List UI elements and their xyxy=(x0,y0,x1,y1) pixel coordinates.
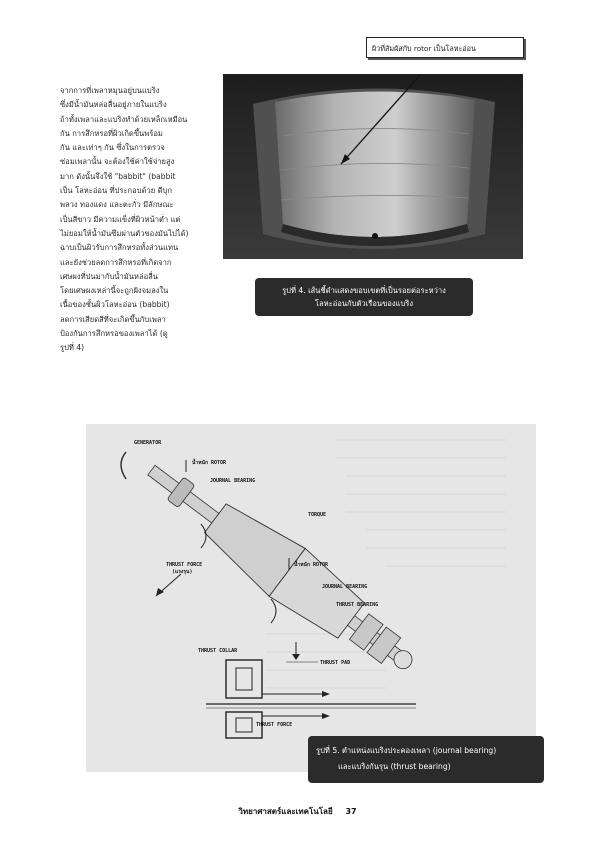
figure5-caption xyxy=(308,736,544,783)
figure4-callout: ผิวที่สัมผัสกับ rotor เป็นโลหะอ่อน xyxy=(366,37,524,58)
label-generator: GENERATOR xyxy=(134,440,162,446)
figure5-caption-line2: และแบริงกันรุน (thrust bearing) xyxy=(338,762,451,771)
body-line: กัน และเท่าๆ กัน ซึ่งในการตรวจ xyxy=(60,143,165,153)
body-line: เป็นสีขาว มีความแข็งที่ผิวหน้าต่ำ แต่ xyxy=(60,214,181,224)
label-thrust-bearing: THRUST BEARING xyxy=(336,602,379,608)
body-line: ซึ่งมีน้ำมันหล่อลื่นอยู่ภายในแบริง xyxy=(60,100,167,110)
shaft-bearing-diagram xyxy=(86,424,536,772)
page-number: 37 xyxy=(345,807,357,816)
body-line: และยังช่วยลดการสึกหรอที่เกิดจาก xyxy=(60,257,172,267)
label-thrust-force-thai: (แรงรุน) xyxy=(172,569,193,575)
body-line: กัน การสึกหรอที่ผิวเกิดขึ้นพร้อม xyxy=(60,128,163,138)
bearing-photo xyxy=(223,74,523,259)
label-weight-rotor-bottom: น้ำหนัก ROTOR xyxy=(294,562,329,568)
label-torque: TORQUE xyxy=(308,512,327,518)
body-line: จากการที่เพลาหมุนอยู่บนแบริง xyxy=(60,86,160,95)
figure4-caption-line2: โลหะอ่อนกับตัวเรือนของแบริง xyxy=(314,299,414,308)
body-text-column xyxy=(60,84,210,356)
figure4-caption-line1: รูปที่ 4. เส้นชี้ดำแสดงขอบเขตที่เป็นรอยต่อระหว่าง xyxy=(282,286,446,295)
page-footer xyxy=(0,805,595,818)
label-thrust-collar: THRUST COLLAR xyxy=(198,648,238,654)
body-line: มาก ดังนั้นจึงใช้ "babbit" (babbit xyxy=(60,171,176,181)
body-line: เศษผงที่ปนมากับน้ำมันหล่อลื่น xyxy=(60,271,158,281)
body-line: ไม่ยอมให้น้ำมันซึมผ่านตัวของมันไปได้) xyxy=(60,228,189,238)
body-line: ป้องกันการสึกหรอของเพลาได้ (ดู xyxy=(60,329,168,339)
figure4-caption xyxy=(255,278,473,316)
figure5-caption-line1: รูปที่ 5. ตำแหน่งแบริงประคองเพลา (journal bearing) xyxy=(316,746,497,755)
label-journal-bearing-top: JOURNAL BEARING xyxy=(210,478,256,484)
body-line: พลวง ทองแดง และตะกั่ว มีลักษณะ xyxy=(60,200,174,210)
label-weight-rotor-top: น้ำหนัก ROTOR xyxy=(192,460,227,466)
body-line: ซ่อมเพลานั้น จะต้องใช้ค่าใช้จ่ายสูง xyxy=(60,157,175,167)
label-journal-bearing-bottom: JOURNAL BEARING xyxy=(322,584,368,590)
label-thrust-force: THRUST FORCE xyxy=(166,562,203,568)
body-line: ฉาบเป็นผิวรับการสึกหรอทั้งส่วนแทน xyxy=(60,243,179,253)
body-line: ถ้าทั้งเพลาและแบริงทำด้วยเหล็กเหมือน xyxy=(60,114,188,124)
journal-title: วิทยาศาสตร์และเทคโนโลยี xyxy=(238,807,333,816)
label-thrust-pad: THRUST PAD xyxy=(320,660,351,666)
body-line: รูปที่ 4) xyxy=(60,343,85,353)
body-line: เป็น โลหะอ่อน ที่ประกอบด้วย ดีบุก xyxy=(60,186,172,196)
body-line: โดยเศษผงเหล่านี้จะถูกฝังจมลงใน xyxy=(60,286,169,296)
body-line: เนื้อของชั้นผิวโลหะอ่อน (babbit) xyxy=(60,300,170,310)
label-thrust-force-bottom: THRUST FORCE xyxy=(256,722,293,728)
body-line: ลดการเสียดสีที่จะเกิดขึ้นกับเพลา xyxy=(60,314,166,324)
